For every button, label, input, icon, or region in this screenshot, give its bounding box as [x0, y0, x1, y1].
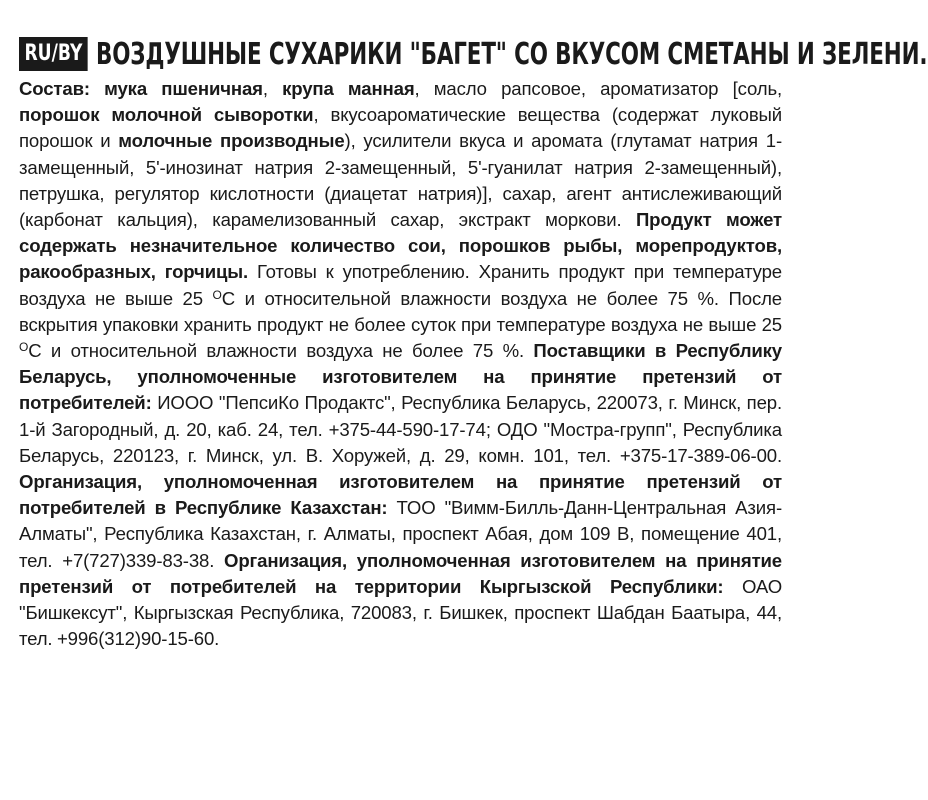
storage-text: С и относительной влажности воздуха не более 75 %. После вскрытия упаковки хранить продукт не более суток при температуре воздуха не выше 25	[19, 287, 783, 335]
body-text: ,	[262, 78, 283, 99]
allergen-warning: Продукт может содержать незначительное количество сои, порошков рыбы, морепродуктов, ракообразных, горчицы.	[19, 209, 782, 283]
title-row	[19, 34, 928, 74]
allergen-milk-derivatives: молочные производные	[118, 130, 345, 152]
kazakhstan-org-text: ТОО "Вимм-Билль-Данн-Центральная Азия-Алматы", Республика Казахстан, г. Алматы, проспект Абая, дом 109 В, помещение 401, тел. +7(727)339-83-38.	[19, 497, 783, 571]
body-text: , вкусоароматические вещества (содержат луковый порошок и	[19, 104, 782, 152]
storage-text: Готовы к употреблению. Хранить продукт при температуре воздуха не выше 25	[19, 261, 782, 309]
label-body-text	[19, 76, 782, 652]
kazakhstan-org-heading: Организация, уполномоченная изготовителем на принятие претензий от потребителей в Республике Казахстан:	[19, 471, 782, 519]
allergen-whey-powder: порошок молочной сыворотки	[19, 104, 314, 126]
storage-text: С и относительной влажности воздуха не более 75 %.	[28, 340, 534, 362]
degree-superscript: О	[19, 340, 29, 355]
language-badge: RU/BY	[19, 37, 88, 71]
belarus-suppliers-heading: Поставщики в Республику Беларусь, уполномоченные изготовителем на принятие претензий от потребителей:	[19, 340, 782, 414]
belarus-suppliers-text: ИООО "ПепсиКо Продактс", Республика Беларусь, 220073, г. Минск, пер. 1-й Загородный, д. 20, каб. 24, тел. +375-44-590-17-74; ОДО "Мостра-групп", Республика Беларусь, 220123, г. Минск, ул. В. Хоружей, д. 29, комн. 101, тел. +375-17-389-06-00.	[19, 392, 782, 466]
body-text: ), усилители вкуса и аромата (глутамат натрия 1-замещенный, 5'-инозинат натрия 2-замещенный, 5'-гуанилат натрия 2-замещенный), петрушка, регулятор кислотности (диацетат натрия)], сахар, агент антислеживающий (карбонат кальция), карамелизованный сахар, экстракт моркови.	[19, 130, 783, 231]
ingredients-heading: Состав: мука пшеничная	[19, 78, 263, 99]
degree-superscript: О	[212, 287, 222, 302]
kyrgyzstan-org-text: ОАО "Бишкексут", Кыргызская Республика, 720083, г. Бишкек, проспект Шабдан Баатыра, 44, тел. +996(312)90-15-60.	[19, 575, 783, 650]
product-title: ВОЗДУШНЫЕ СУХАРИКИ "БАГЕТ" СО ВКУСОМ СМЕТАНЫ И ЗЕЛЕНИ.	[96, 36, 928, 72]
allergen-semolina: крупа манная	[282, 78, 415, 99]
body-text: , масло рапсовое, ароматизатор [соль,	[414, 78, 782, 99]
kyrgyzstan-org-heading: Организация, уполномоченная изготовителем на принятие претензий от потребителей на территории Кыргызской Республики:	[19, 549, 782, 597]
